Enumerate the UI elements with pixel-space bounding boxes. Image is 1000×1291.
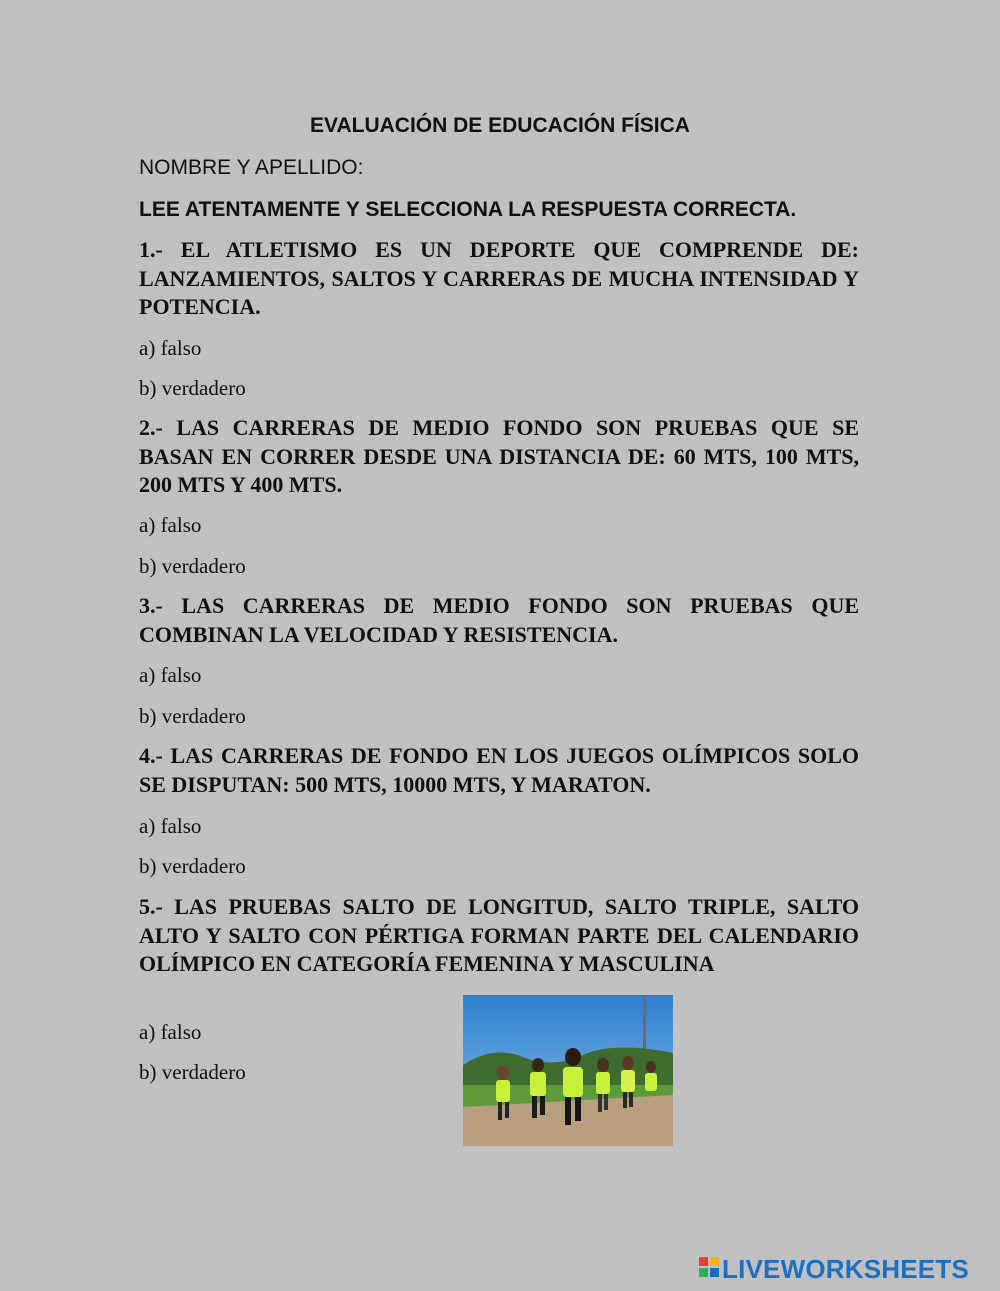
question-5-option-b[interactable]: b) verdadero bbox=[139, 1060, 246, 1084]
question-1: 1.- EL ATLETISMO ES UN DEPORTE QUE COMPRENDE DE: LANZAMIENTOS, SALTOS Y CARRERAS DE MUCHA INTENSIDAD Y POTENCIA. bbox=[139, 237, 859, 319]
question-3-option-a[interactable]: a) falso bbox=[139, 663, 202, 687]
question-1-option-b[interactable]: b) verdadero bbox=[139, 376, 246, 400]
runners-photo bbox=[463, 995, 673, 1146]
question-2-option-a[interactable]: a) falso bbox=[139, 513, 202, 537]
question-5: 5.- LAS PRUEBAS SALTO DE LONGITUD, SALTO TRIPLE, SALTO ALTO Y SALTO CON PÉRTIGA FORMAN PARTE DEL CALENDARIO OLÍMPICO EN CATEGORÍA FEMENINA Y MASCULINA bbox=[139, 894, 859, 976]
name-label: NOMBRE Y APELLIDO: bbox=[139, 156, 364, 179]
question-4-option-b[interactable]: b) verdadero bbox=[139, 854, 246, 878]
liveworksheets-logo-icon bbox=[697, 1253, 721, 1287]
question-2: 2.- LAS CARRERAS DE MEDIO FONDO SON PRUEBAS QUE SE BASAN EN CORRER DESDE UNA DISTANCIA DE: 60 MTS, 100 MTS, 200 MTS Y 400 MTS. bbox=[139, 415, 859, 497]
liveworksheets-brand: LIVEWORKSHEETS bbox=[722, 1254, 969, 1284]
question-5-option-a[interactable]: a) falso bbox=[139, 1020, 202, 1044]
question-4-option-a[interactable]: a) falso bbox=[139, 814, 202, 838]
page-title: EVALUACIÓN DE EDUCACIÓN FÍSICA bbox=[310, 114, 690, 137]
question-4: 4.- LAS CARRERAS DE FONDO EN LOS JUEGOS OLÍMPICOS SOLO SE DISPUTAN: 500 MTS, 10000 MTS, Y MARATON. bbox=[139, 743, 859, 797]
question-3-option-b[interactable]: b) verdadero bbox=[139, 704, 246, 728]
question-2-option-b[interactable]: b) verdadero bbox=[139, 554, 246, 578]
instructions: LEE ATENTAMENTE Y SELECCIONA LA RESPUESTA CORRECTA. bbox=[139, 198, 797, 221]
question-1-option-a[interactable]: a) falso bbox=[139, 336, 202, 360]
question-3: 3.- LAS CARRERAS DE MEDIO FONDO SON PRUEBAS QUE COMBINAN LA VELOCIDAD Y RESISTENCIA. bbox=[139, 593, 859, 647]
